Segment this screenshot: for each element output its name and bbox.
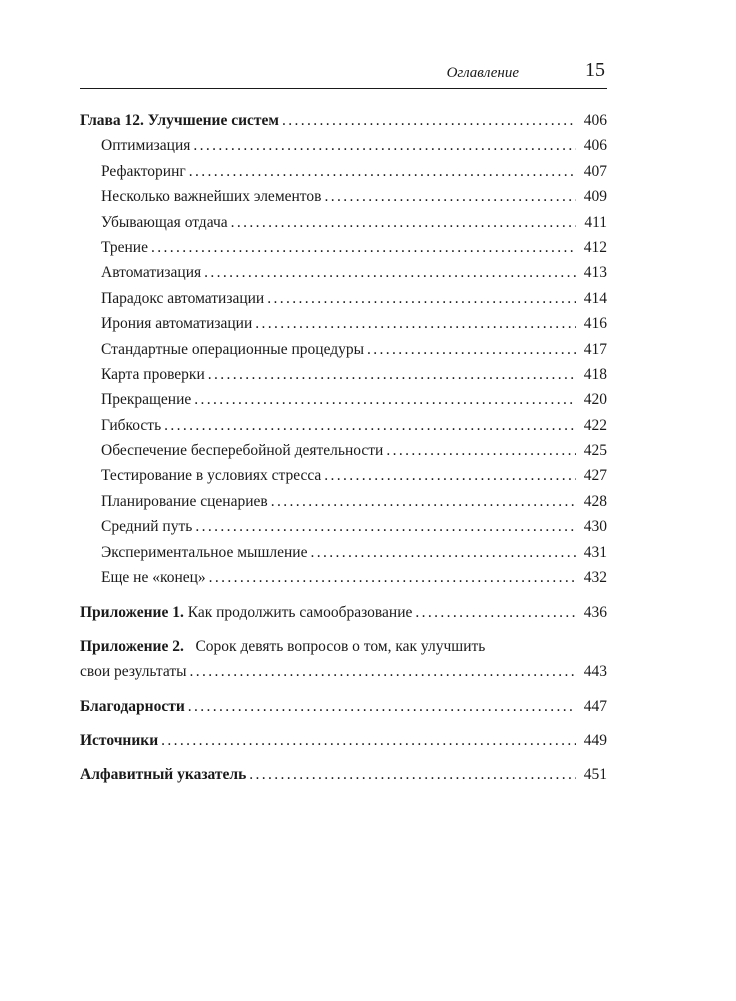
section-page: 411 [584, 213, 607, 231]
section-page: 417 [583, 340, 607, 358]
section-page: 422 [583, 416, 607, 434]
toc-section[interactable] [80, 463, 607, 488]
chapter-title: Глава 12. Улучшение систем [80, 112, 279, 129]
dot-leader [204, 260, 576, 285]
toc-appendix-2-line1[interactable] [80, 634, 607, 659]
section-title: Трение [101, 238, 148, 256]
toc-section[interactable] [80, 210, 607, 235]
dot-leader [188, 694, 576, 719]
dot-leader [208, 362, 576, 387]
dot-leader [231, 210, 576, 235]
section-page: 428 [583, 492, 607, 510]
section-page: 407 [583, 162, 607, 180]
section-page: 430 [583, 518, 607, 536]
appendix-title-continued: свои результаты [80, 663, 187, 681]
section-title: Карта проверки [101, 365, 205, 383]
dot-leader [282, 108, 576, 133]
toc-section[interactable] [80, 159, 607, 184]
section-page: 406 [583, 137, 607, 155]
dot-leader [267, 286, 576, 311]
section-page: 416 [583, 315, 607, 333]
section-title: Экспериментальное мышление [101, 543, 308, 561]
section-page: 418 [583, 365, 607, 383]
appendix-page: 436 [583, 604, 607, 622]
dot-leader [209, 565, 576, 590]
appendix-title: Сорок девять вопросов о том, как улучшить [195, 637, 486, 655]
section-title: Убывающая отдача [101, 213, 228, 231]
section-page: 425 [583, 442, 607, 460]
toc-section[interactable] [80, 387, 607, 412]
section-page: 412 [583, 238, 607, 256]
running-header [80, 60, 607, 89]
dot-leader [324, 463, 576, 488]
index-label: Алфавитный указатель [80, 766, 247, 784]
dot-leader [310, 540, 576, 565]
acknowledgements-page: 447 [583, 697, 607, 715]
section-page: 420 [583, 391, 607, 409]
dot-leader [271, 489, 576, 514]
section-page: 413 [583, 264, 607, 282]
section-title: Автоматизация [101, 264, 202, 282]
dot-leader [255, 311, 576, 336]
section-title: Планирование сценариев [101, 492, 268, 510]
section-title: Прекращение [101, 391, 192, 409]
section-page: 427 [583, 467, 607, 485]
toc-section[interactable] [80, 235, 607, 260]
dot-leader [161, 728, 576, 753]
section-title: Несколько важнейших элементов [101, 188, 322, 206]
toc-section[interactable] [80, 286, 607, 311]
toc-section[interactable] [80, 133, 607, 158]
section-title: Тестирование в условиях стресса [101, 467, 322, 485]
section-title: Стандартные операционные процедуры [101, 340, 365, 358]
toc-acknowledgements[interactable] [80, 694, 607, 719]
table-of-contents [80, 108, 607, 788]
toc-section[interactable] [80, 184, 607, 209]
running-title: Оглавление [446, 65, 519, 81]
dot-leader [324, 184, 576, 209]
toc-appendix-2-line2[interactable] [80, 659, 607, 684]
section-page: 431 [583, 543, 607, 561]
appendix-label: Приложение 2. [80, 637, 184, 655]
toc-chapter-12[interactable] [80, 108, 607, 133]
dot-leader [164, 413, 576, 438]
index-page: 451 [583, 766, 607, 784]
dot-leader [386, 438, 576, 463]
dot-leader [194, 387, 576, 412]
dot-leader [193, 133, 576, 158]
section-page: 414 [583, 289, 607, 307]
appendix-page: 443 [583, 663, 607, 681]
section-title: Парадокс автоматизации [101, 289, 265, 307]
toc-section[interactable] [80, 260, 607, 285]
section-title: Средний путь [101, 518, 193, 536]
toc-sources[interactable] [80, 728, 607, 753]
toc-section[interactable] [80, 565, 607, 590]
toc-section[interactable] [80, 311, 607, 336]
section-title: Ирония автоматизации [101, 315, 253, 333]
dot-leader [151, 235, 576, 260]
toc-section[interactable] [80, 438, 607, 463]
section-title: Обеспечение бесперебойной деятельности [101, 442, 384, 460]
toc-index[interactable] [80, 762, 607, 787]
toc-appendix-1[interactable] [80, 600, 607, 625]
section-page: 432 [583, 569, 607, 587]
dot-leader [367, 337, 576, 362]
sources-page: 449 [583, 731, 607, 749]
dot-leader [190, 659, 576, 684]
section-title: Оптимизация [101, 137, 191, 155]
appendix-title: Как продолжить самообразование [187, 604, 413, 622]
dot-leader [189, 159, 576, 184]
section-page: 409 [583, 188, 607, 206]
toc-section[interactable] [80, 362, 607, 387]
chapter-page: 406 [583, 112, 607, 129]
toc-section[interactable] [80, 337, 607, 362]
section-title: Гибкость [101, 416, 162, 434]
toc-section[interactable] [80, 489, 607, 514]
appendix-label: Приложение 1. [80, 604, 184, 622]
toc-section[interactable] [80, 540, 607, 565]
page-number: 15 [585, 59, 605, 81]
section-title: Еще не «конец» [101, 569, 206, 587]
dot-leader [195, 514, 576, 539]
sources-label: Источники [80, 731, 159, 749]
toc-section[interactable] [80, 514, 607, 539]
toc-section[interactable] [80, 413, 607, 438]
acknowledgements-label: Благодарности [80, 697, 185, 715]
section-title: Рефакторинг [101, 162, 186, 180]
dot-leader [249, 762, 576, 787]
dot-leader [415, 600, 576, 625]
